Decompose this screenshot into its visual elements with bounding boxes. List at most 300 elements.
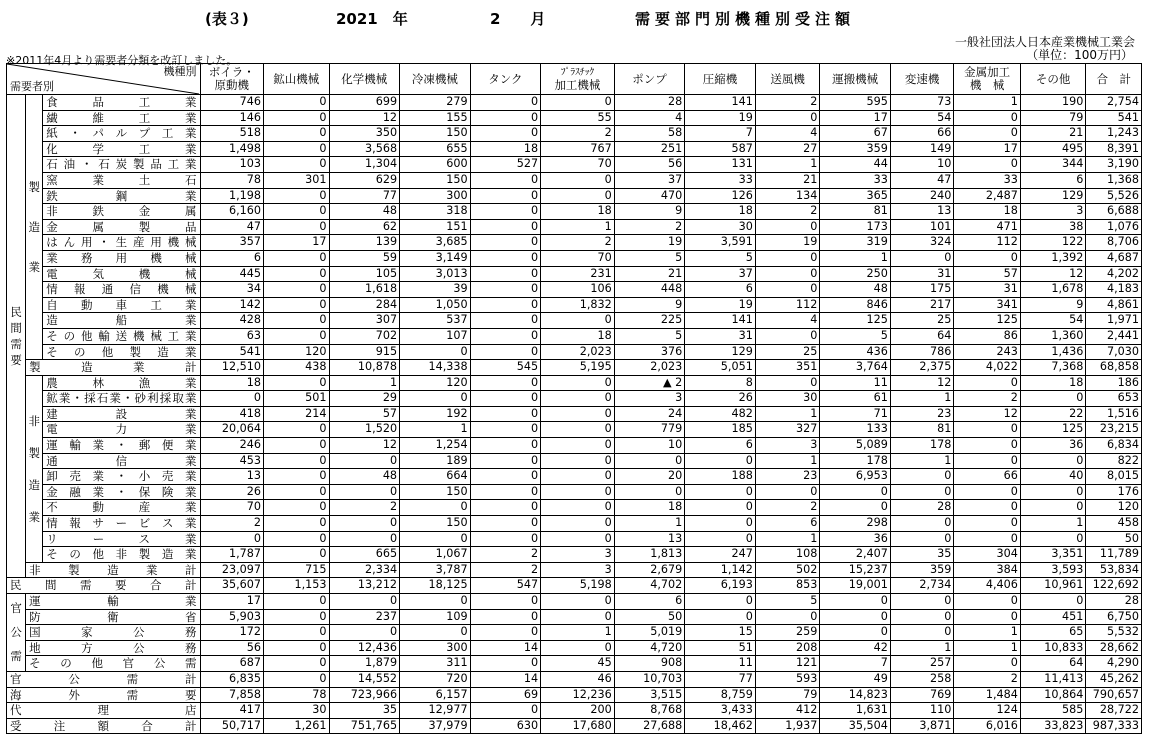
value-cell: 0 <box>954 656 1021 672</box>
value-cell: 125 <box>820 313 891 329</box>
value-cell: 48 <box>820 282 891 298</box>
value-cell: 62 <box>329 219 400 235</box>
row-label: 紙・パルプ工業 <box>43 126 200 142</box>
value-cell: 247 <box>685 547 756 563</box>
value-cell: 0 <box>755 328 820 344</box>
table-row <box>7 516 1142 532</box>
value-cell: 384 <box>954 562 1021 578</box>
value-cell: 4 <box>614 110 685 126</box>
value-cell: 0 <box>329 484 400 500</box>
table-row <box>7 703 1142 719</box>
value-cell: 0 <box>541 406 615 422</box>
value-cell: 1 <box>954 95 1021 111</box>
value-cell: 1,067 <box>400 547 471 563</box>
value-cell: 0 <box>541 531 615 547</box>
value-cell: 25 <box>890 313 954 329</box>
value-cell: 915 <box>329 344 400 360</box>
table-row <box>7 687 1142 703</box>
value-cell: 68,858 <box>1086 360 1142 376</box>
value-cell: 779 <box>614 422 685 438</box>
value-cell: 17 <box>820 110 891 126</box>
value-cell: 250 <box>820 266 891 282</box>
value-cell: 4,183 <box>1086 282 1142 298</box>
value-cell: 8,768 <box>614 703 685 719</box>
value-cell: 2,441 <box>1086 328 1142 344</box>
value-cell: 20,064 <box>200 422 264 438</box>
value-cell: 593 <box>755 671 820 687</box>
value-cell: 0 <box>954 110 1021 126</box>
value-cell: 2 <box>755 204 820 220</box>
column-header-line1: 合 計 <box>1096 71 1131 86</box>
value-cell: 4,702 <box>614 578 685 594</box>
value-cell: 0 <box>954 375 1021 391</box>
column-header-line2: 原動機 <box>214 78 249 92</box>
column-header-line1: その他 <box>1035 71 1071 86</box>
value-cell: 120 <box>1086 500 1142 516</box>
value-cell: 0 <box>470 266 541 282</box>
value-cell: 19,001 <box>820 578 891 594</box>
table-row <box>7 578 1142 594</box>
value-cell: 537 <box>400 313 471 329</box>
value-cell: 172 <box>200 625 264 641</box>
value-cell: 190 <box>1020 95 1086 111</box>
column-header <box>685 64 756 95</box>
value-cell: 311 <box>400 656 471 672</box>
value-cell: 48 <box>329 204 400 220</box>
column-header-line1: ﾌﾟﾗｽﾁｯｸ <box>560 67 595 78</box>
value-cell: 0 <box>954 250 1021 266</box>
table-row <box>7 126 1142 142</box>
value-cell: 21 <box>755 172 820 188</box>
value-cell: 0 <box>470 438 541 454</box>
value-cell: 1,436 <box>1020 344 1086 360</box>
value-cell: 2 <box>541 235 615 251</box>
value-cell: 908 <box>614 656 685 672</box>
value-cell: 2,487 <box>954 188 1021 204</box>
value-cell: 0 <box>400 391 471 407</box>
value-cell: 0 <box>470 703 541 719</box>
value-cell: 70 <box>541 157 615 173</box>
value-cell: 3,013 <box>400 266 471 282</box>
value-cell: 0 <box>470 484 541 500</box>
value-cell: 0 <box>470 219 541 235</box>
table-row <box>7 609 1142 625</box>
value-cell: 133 <box>820 422 891 438</box>
value-cell: 10,961 <box>1020 578 1086 594</box>
value-cell: 107 <box>400 328 471 344</box>
value-cell: 31 <box>685 328 756 344</box>
value-cell: 141 <box>685 313 756 329</box>
value-cell: 769 <box>890 687 954 703</box>
value-cell: 65 <box>1020 625 1086 641</box>
value-cell: 3,190 <box>1086 157 1142 173</box>
value-cell: 470 <box>614 188 685 204</box>
value-cell: 28 <box>890 500 954 516</box>
value-cell: 18,462 <box>685 718 756 734</box>
value-cell: 44 <box>820 157 891 173</box>
row-label: 非鉄金属 <box>43 204 200 220</box>
page-title: 需要部門別機種別受注額 <box>635 10 856 28</box>
value-cell: 453 <box>200 453 264 469</box>
value-cell: 502 <box>755 562 820 578</box>
value-cell: 0 <box>264 422 330 438</box>
value-cell: 11,413 <box>1020 671 1086 687</box>
value-cell: 482 <box>685 406 756 422</box>
organization-name: 一般社団法人日本産業機械工業会 <box>954 35 1135 49</box>
value-cell: 21 <box>614 266 685 282</box>
value-cell: 7,858 <box>200 687 264 703</box>
value-cell: 22 <box>1020 406 1086 422</box>
value-cell: 112 <box>755 297 820 313</box>
table-row <box>7 297 1142 313</box>
column-header <box>820 64 891 95</box>
value-cell: 0 <box>264 625 330 641</box>
table-row <box>7 391 1142 407</box>
value-cell: 66 <box>954 469 1021 485</box>
column-header-line1: ポンプ <box>632 71 667 86</box>
table-row <box>7 188 1142 204</box>
value-cell: 4,687 <box>1086 250 1142 266</box>
value-cell: 81 <box>890 422 954 438</box>
column-header <box>954 64 1021 95</box>
value-cell: 1,076 <box>1086 219 1142 235</box>
value-cell: 3,764 <box>820 360 891 376</box>
value-cell: 0 <box>541 484 615 500</box>
value-cell: 2 <box>329 500 400 516</box>
value-cell: 350 <box>329 126 400 142</box>
value-cell: 54 <box>1020 313 1086 329</box>
value-cell: 6,688 <box>1086 204 1142 220</box>
value-cell: 0 <box>470 375 541 391</box>
value-cell: 18 <box>200 375 264 391</box>
value-cell: 246 <box>200 438 264 454</box>
value-cell: 5,195 <box>541 360 615 376</box>
value-cell: 66 <box>890 126 954 142</box>
value-cell: 109 <box>400 609 471 625</box>
column-header <box>200 64 264 95</box>
value-cell: 0 <box>685 500 756 516</box>
value-cell: 121 <box>755 656 820 672</box>
value-cell: 0 <box>329 516 400 532</box>
value-cell: 5 <box>685 250 756 266</box>
value-cell: 547 <box>470 578 541 594</box>
value-cell: 495 <box>1020 141 1086 157</box>
value-cell: 13 <box>890 204 954 220</box>
value-cell: 376 <box>614 344 685 360</box>
value-cell: 33,823 <box>1020 718 1086 734</box>
value-cell: 0 <box>470 516 541 532</box>
value-cell: 6 <box>200 250 264 266</box>
value-cell: 146 <box>200 110 264 126</box>
corner-cell <box>7 64 201 95</box>
value-cell: 6,016 <box>954 718 1021 734</box>
value-cell: 279 <box>400 95 471 111</box>
value-cell: 1 <box>755 406 820 422</box>
value-cell: 17 <box>954 141 1021 157</box>
value-cell: 2 <box>755 95 820 111</box>
value-cell: 0 <box>400 625 471 641</box>
value-cell: 298 <box>820 516 891 532</box>
value-cell: 1,360 <box>1020 328 1086 344</box>
value-cell: 208 <box>755 640 820 656</box>
value-cell: 29 <box>329 391 400 407</box>
value-cell: 103 <box>200 157 264 173</box>
value-cell: 6 <box>614 594 685 610</box>
value-cell: 0 <box>541 375 615 391</box>
value-cell: 178 <box>820 453 891 469</box>
value-cell: 12 <box>329 438 400 454</box>
table-row <box>7 141 1142 157</box>
value-cell: 101 <box>890 219 954 235</box>
value-cell: 0 <box>264 141 330 157</box>
value-cell: 1,631 <box>820 703 891 719</box>
value-cell: 79 <box>1020 110 1086 126</box>
value-cell: 1 <box>755 531 820 547</box>
value-cell: 12 <box>954 406 1021 422</box>
value-cell: 124 <box>954 703 1021 719</box>
value-cell: 2,734 <box>890 578 954 594</box>
column-header <box>264 64 330 95</box>
value-cell: 30 <box>755 391 820 407</box>
value-cell: 36 <box>820 531 891 547</box>
table-row <box>7 360 1142 376</box>
value-cell: 176 <box>1086 484 1142 500</box>
group-mfg-label: 製 造 業 <box>26 95 43 360</box>
value-cell: 13,212 <box>329 578 400 594</box>
value-cell: 27,688 <box>614 718 685 734</box>
value-cell: 1,516 <box>1086 406 1142 422</box>
value-cell: 1 <box>890 391 954 407</box>
value-cell: 7 <box>820 656 891 672</box>
value-cell: 2 <box>541 126 615 142</box>
value-cell: 2,023 <box>614 360 685 376</box>
value-cell: 38 <box>1020 219 1086 235</box>
value-cell: 1 <box>755 453 820 469</box>
value-cell: 141 <box>685 95 756 111</box>
value-cell: 0 <box>264 453 330 469</box>
row-label: 情報通信機械 <box>43 282 200 298</box>
table-row <box>7 547 1142 563</box>
group-private-label: 民 間 需 要 <box>7 95 26 578</box>
value-cell: 23 <box>890 406 954 422</box>
report-month: 2 月 <box>490 10 546 28</box>
value-cell: 702 <box>329 328 400 344</box>
value-cell: 0 <box>1020 594 1086 610</box>
row-label: 造船業 <box>43 313 200 329</box>
value-cell: 142 <box>200 297 264 313</box>
value-cell: 3,871 <box>890 718 954 734</box>
value-cell: 14 <box>470 640 541 656</box>
row-label: その他製造業 <box>43 344 200 360</box>
value-cell: 0 <box>470 313 541 329</box>
value-cell: 258 <box>890 671 954 687</box>
value-cell: 3,568 <box>329 141 400 157</box>
value-cell: 0 <box>264 469 330 485</box>
row-label: 国家公務 <box>26 625 200 641</box>
row-label: 海外需要 <box>7 687 201 703</box>
value-cell: 4,720 <box>614 640 685 656</box>
value-cell: 1,520 <box>329 422 400 438</box>
row-label: 鉄鋼業 <box>43 188 200 204</box>
value-cell: 0 <box>541 500 615 516</box>
value-cell: 0 <box>470 282 541 298</box>
value-cell: 0 <box>890 531 954 547</box>
row-label: 農林漁業 <box>43 375 200 391</box>
column-header-line1: 運搬機械 <box>832 71 879 86</box>
value-cell: 0 <box>954 453 1021 469</box>
row-label: 非製造業計 <box>26 562 200 578</box>
value-cell: 0 <box>264 547 330 563</box>
value-cell: 35,607 <box>200 578 264 594</box>
table-row <box>7 531 1142 547</box>
value-cell: 67 <box>820 126 891 142</box>
value-cell: 412 <box>755 703 820 719</box>
value-cell: 0 <box>755 219 820 235</box>
value-cell: 13 <box>614 531 685 547</box>
value-cell: 40 <box>1020 469 1086 485</box>
value-cell: 417 <box>200 703 264 719</box>
value-cell: 0 <box>685 594 756 610</box>
row-label: その他輸送機械工業 <box>43 328 200 344</box>
value-cell: 0 <box>820 500 891 516</box>
value-cell: 3 <box>1020 204 1086 220</box>
value-cell: 0 <box>264 438 330 454</box>
value-cell: 5,532 <box>1086 625 1142 641</box>
value-cell: 1,484 <box>954 687 1021 703</box>
value-cell: 122,692 <box>1086 578 1142 594</box>
value-cell: 0 <box>264 204 330 220</box>
value-cell: 0 <box>470 110 541 126</box>
value-cell: 3,593 <box>1020 562 1086 578</box>
value-cell: 14,823 <box>820 687 891 703</box>
value-cell: 10,833 <box>1020 640 1086 656</box>
row-label: 官公需計 <box>7 671 201 687</box>
value-cell: 120 <box>400 375 471 391</box>
value-cell: 178 <box>890 438 954 454</box>
value-cell: 318 <box>400 204 471 220</box>
value-cell: 0 <box>755 609 820 625</box>
value-cell: 14,552 <box>329 671 400 687</box>
value-cell: 0 <box>541 640 615 656</box>
value-cell: 723,966 <box>329 687 400 703</box>
row-label: 受注額合計 <box>7 718 201 734</box>
value-cell: 344 <box>1020 157 1086 173</box>
value-cell: 0 <box>264 282 330 298</box>
value-cell: 26 <box>685 391 756 407</box>
value-cell: 186 <box>1086 375 1142 391</box>
value-cell: 0 <box>954 516 1021 532</box>
value-cell: 33 <box>820 172 891 188</box>
value-cell: 0 <box>954 126 1021 142</box>
value-cell: 7,368 <box>1020 360 1086 376</box>
value-cell: 28 <box>1086 594 1142 610</box>
group-nonmfg-label: 非 製 造 業 <box>26 375 43 562</box>
value-cell: 1,243 <box>1086 126 1142 142</box>
value-cell: 365 <box>820 188 891 204</box>
value-cell: 129 <box>1020 188 1086 204</box>
value-cell: 284 <box>329 297 400 313</box>
value-cell: 149 <box>890 141 954 157</box>
column-header-line1: 送風機 <box>770 71 805 86</box>
table-row <box>7 110 1142 126</box>
value-cell: 0 <box>264 500 330 516</box>
value-cell: 17 <box>200 594 264 610</box>
value-cell: 5 <box>820 328 891 344</box>
value-cell: 0 <box>470 344 541 360</box>
value-cell: 1,153 <box>264 578 330 594</box>
value-cell: 300 <box>400 640 471 656</box>
value-cell: 853 <box>755 578 820 594</box>
value-cell: 0 <box>400 594 471 610</box>
table-row <box>7 172 1142 188</box>
value-cell: 630 <box>470 718 541 734</box>
value-cell: 50 <box>1086 531 1142 547</box>
value-cell: 1 <box>890 453 954 469</box>
value-cell: 0 <box>470 250 541 266</box>
value-cell: 418 <box>200 406 264 422</box>
value-cell: 6,157 <box>400 687 471 703</box>
value-cell: 0 <box>541 469 615 485</box>
row-label: その他官公需 <box>26 656 200 672</box>
value-cell: 3,591 <box>685 235 756 251</box>
value-cell: 1,142 <box>685 562 756 578</box>
value-cell: 0 <box>470 531 541 547</box>
value-cell: 0 <box>470 422 541 438</box>
value-cell: 0 <box>264 671 330 687</box>
value-cell: 15,237 <box>820 562 891 578</box>
value-cell: 0 <box>264 328 330 344</box>
value-cell: 1,618 <box>329 282 400 298</box>
row-label: 運輸業 <box>26 594 200 610</box>
row-label: 卸売業・小売業 <box>43 469 200 485</box>
value-cell: 0 <box>1020 391 1086 407</box>
column-header-line1: 化学機械 <box>341 71 388 86</box>
value-cell: 0 <box>264 219 330 235</box>
value-cell: 1,198 <box>200 188 264 204</box>
value-cell: 257 <box>890 656 954 672</box>
value-cell: 1,304 <box>329 157 400 173</box>
value-cell: 0 <box>400 531 471 547</box>
value-cell: 1,261 <box>264 718 330 734</box>
value-cell: 129 <box>685 344 756 360</box>
value-cell: 1,879 <box>329 656 400 672</box>
table-row <box>7 656 1142 672</box>
value-cell: 0 <box>264 516 330 532</box>
value-cell: 0 <box>890 594 954 610</box>
column-header-line2: 機 械 <box>969 78 1005 92</box>
value-cell: 8,391 <box>1086 141 1142 157</box>
value-cell: 188 <box>685 469 756 485</box>
value-cell: 0 <box>470 609 541 625</box>
value-cell: 2,407 <box>820 547 891 563</box>
value-cell: 0 <box>470 594 541 610</box>
value-cell: 471 <box>954 219 1021 235</box>
value-cell: 8,759 <box>685 687 756 703</box>
value-cell: 26 <box>200 484 264 500</box>
value-cell: 0 <box>400 344 471 360</box>
table-row <box>7 157 1142 173</box>
value-cell: 715 <box>264 562 330 578</box>
value-cell: 18 <box>954 204 1021 220</box>
value-cell: 6 <box>685 438 756 454</box>
table-row <box>7 406 1142 422</box>
value-cell: 0 <box>470 625 541 641</box>
value-cell: 0 <box>264 640 330 656</box>
value-cell: 0 <box>954 484 1021 500</box>
value-cell: 1,392 <box>1020 250 1086 266</box>
value-cell: 217 <box>890 297 954 313</box>
value-cell: 150 <box>400 516 471 532</box>
